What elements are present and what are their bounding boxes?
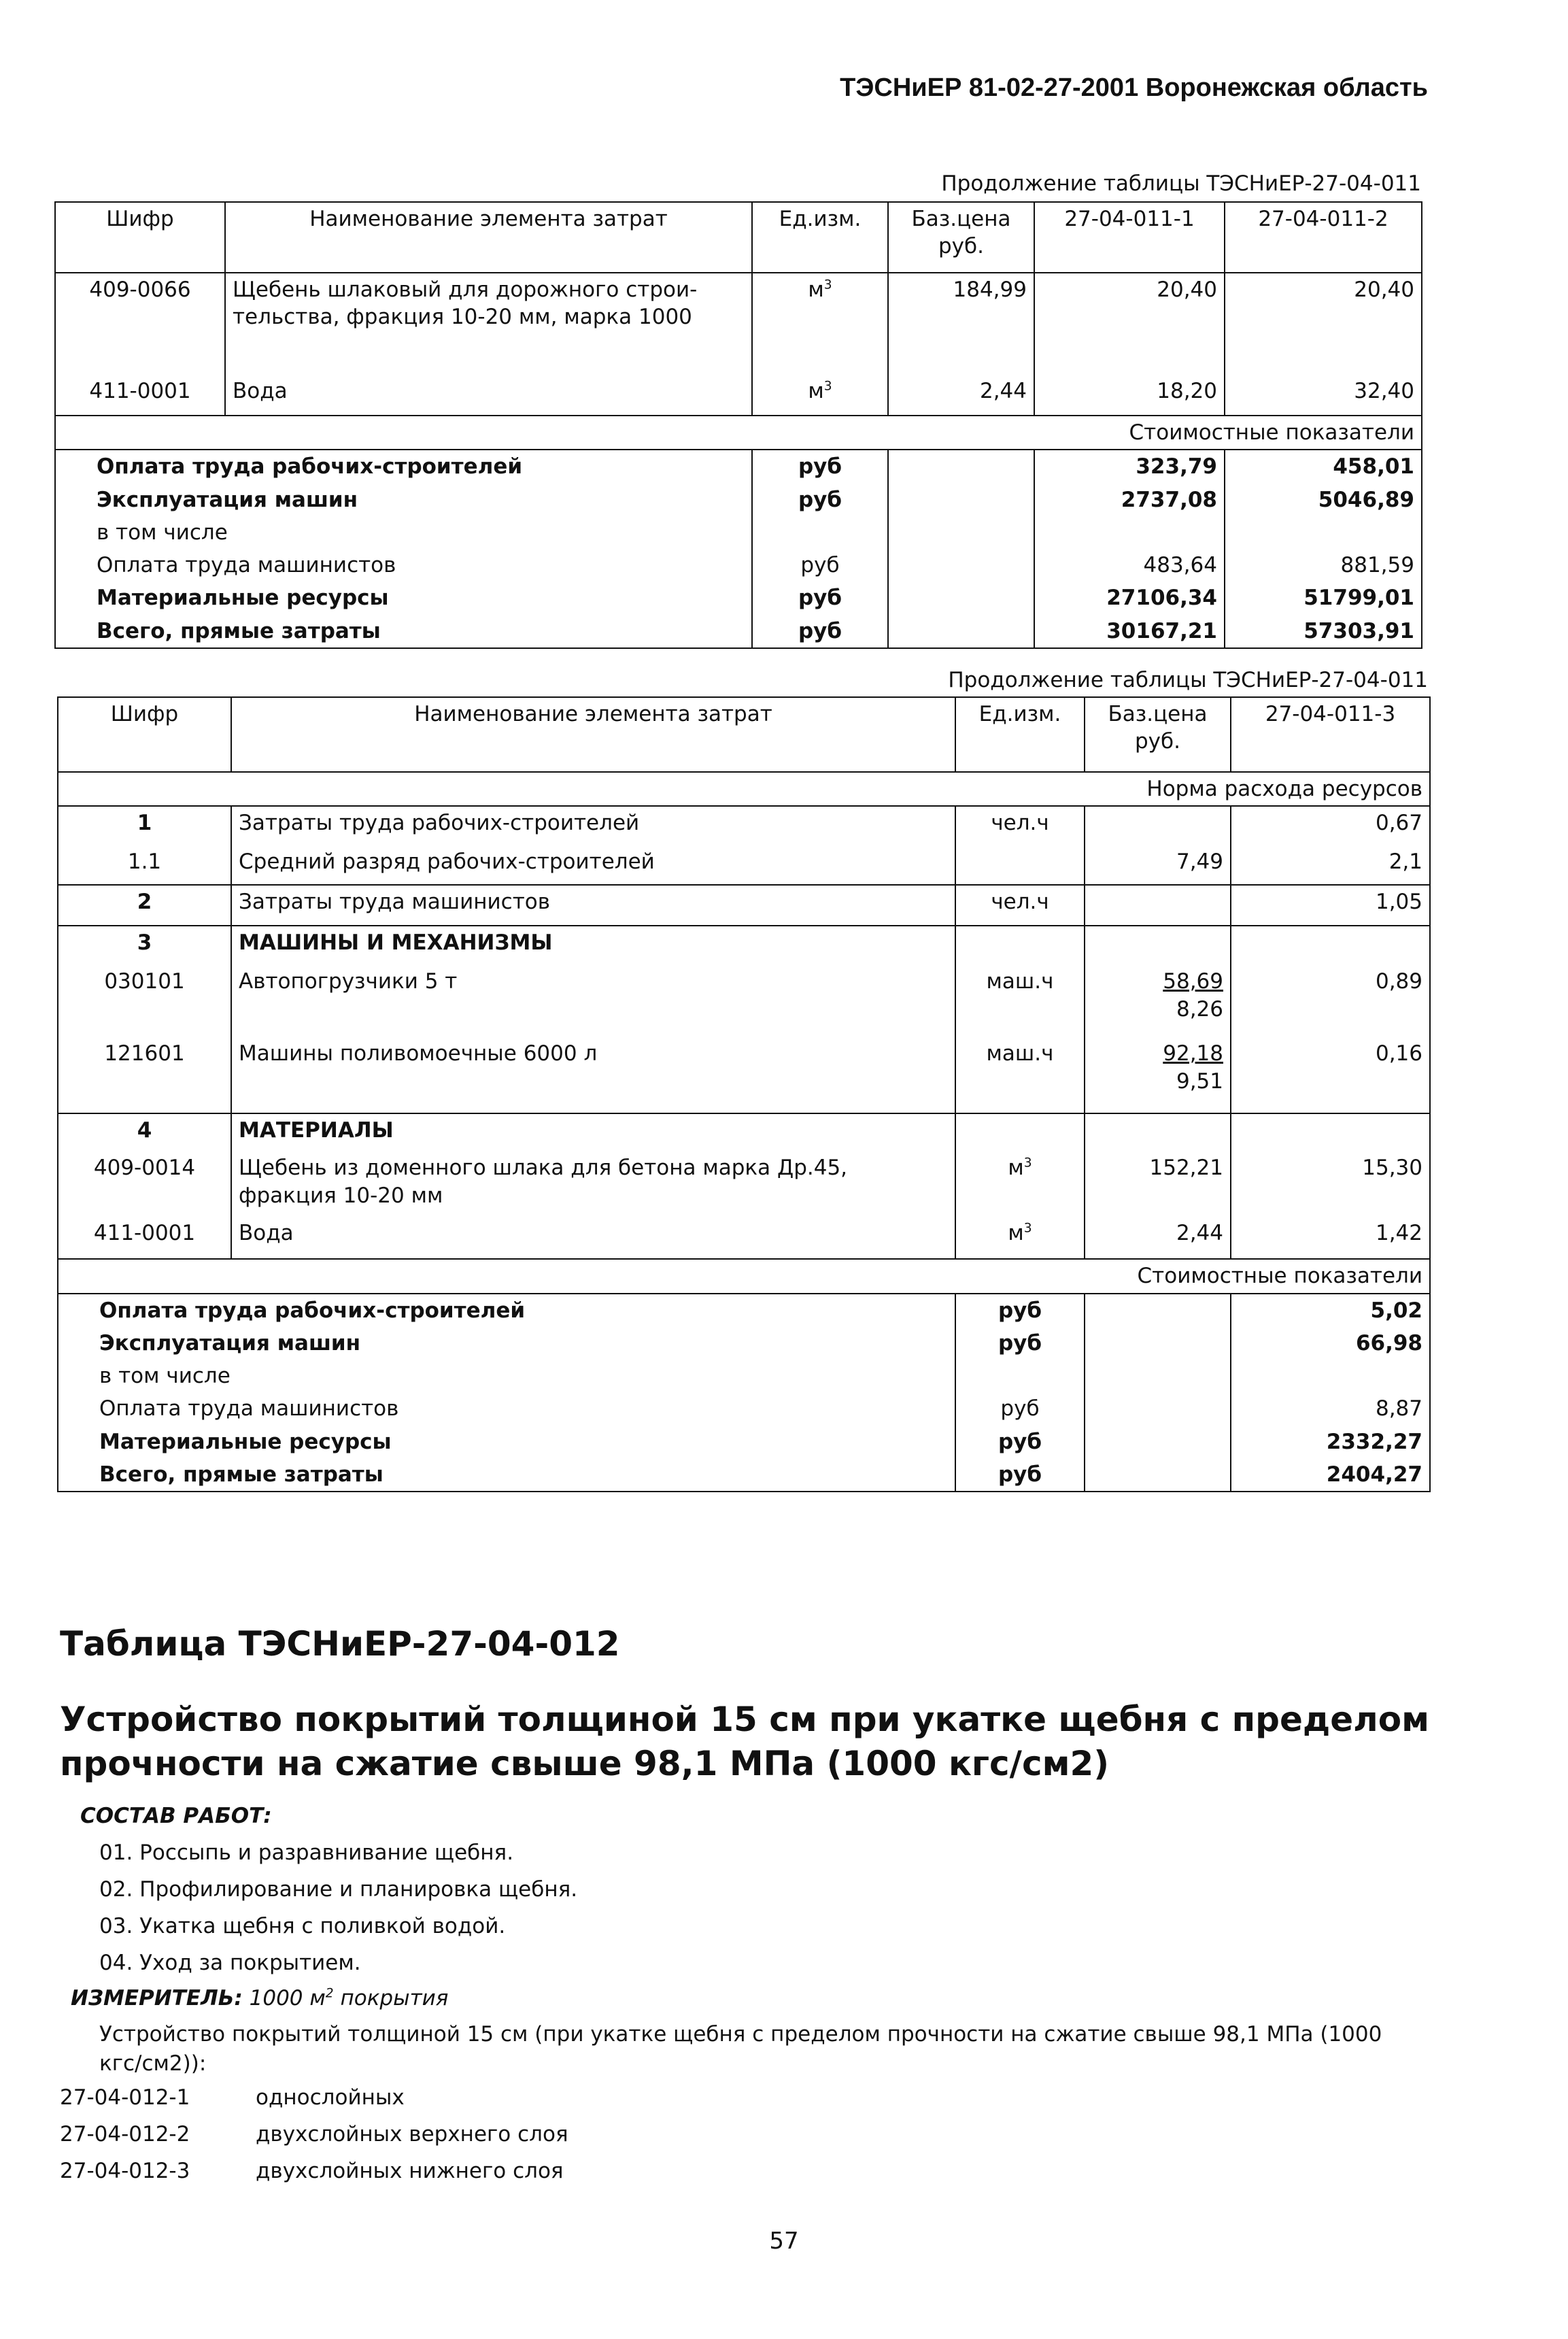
description: Устройство покрытий толщиной 15 см (при укатке щебня с пределом прочности на сжатие свыше 98,1 МПа (1000 кгс/см2)): (99, 2022, 1382, 2076)
table2-norm-header: Норма расхода ресурсов (58, 772, 1430, 806)
item-text: двухслойных нижнего слоя (256, 2159, 564, 2183)
page-header-title: ТЭСНиЕР 81-02-27-2001 Воронежская область (840, 73, 1428, 102)
item-code: 27-04-012-3 (60, 2159, 190, 2183)
table2 (57, 696, 1431, 1492)
table2-cost-header: Стоимостные показатели (58, 1259, 1430, 1293)
table-row: в том числе (55, 516, 1422, 549)
table1-col-base: Баз.цена руб. (888, 202, 1034, 273)
section-title: Устройство покрытий толщиной 15 см при укатке щебня с пределом прочности на сжатие свыше 98,1 МПа (1000 кгс/см2) (60, 1700, 1430, 1783)
table2-col-name: Наименование элемента затрат (231, 697, 955, 772)
table2-col-code: Шифр (58, 697, 231, 772)
table1-col-code: Шифр (55, 202, 225, 273)
work-item: 04. Уход за покрытием. (99, 1951, 361, 1975)
table-row: Оплата труда рабочих-строителей руб 323,79 458,01 (55, 450, 1422, 483)
table1-col-name: Наименование элемента затрат (225, 202, 752, 273)
meter-line (71, 1986, 448, 2010)
table-row: 2 Затраты труда машинистов чел.ч 1,05 (58, 885, 1430, 926)
table-row: 411-0001 Вода $м^3$ 2,44 1,42 (58, 1217, 1430, 1259)
table-row: 3 МАШИНЫ И МЕХАНИЗМЫ (58, 926, 1430, 965)
work-item: 03. Укатка щебня с поливкой водой. (99, 1914, 506, 1938)
work-item: 01. Россыпь и разравнивание щебня. (99, 1840, 514, 1865)
item-text: двухслойных верхнего слоя (256, 2122, 568, 2147)
table-row: 121601 Машины поливомоечные 6000 л маш.ч 92,18 9,51 0,16 (58, 1037, 1430, 1113)
work-item: 02. Профилирование и планировка щебня. (99, 1877, 578, 1902)
table1-caption: Продолжение таблицы ТЭСНиЕР-27-04-011 (941, 171, 1421, 196)
work-composition-label: СОСТАВ РАБОТ: (80, 1804, 272, 1828)
table-row: Эксплуатация машин руб 66,98 (58, 1327, 1430, 1360)
table2-col-base: Баз.цена руб. (1085, 697, 1231, 772)
page-number: 57 (769, 2227, 799, 2255)
table2-caption: Продолжение таблицы ТЭСНиЕР-27-04-011 (948, 668, 1428, 692)
table1-col-v1: 27-04-011-1 (1034, 202, 1225, 273)
section-table-title: Таблица ТЭСНиЕР-27-04-012 (60, 1624, 620, 1664)
table-row: Оплата труда рабочих-строителей руб 5,02 (58, 1294, 1430, 1327)
table-row: Материальные ресурсы руб 27106,34 51799,01 (55, 582, 1422, 614)
table1-col-v2: 27-04-011-2 (1225, 202, 1422, 273)
table-row: Оплата труда машинистов руб 483,64 881,59 (55, 549, 1422, 582)
table1-cost-header: Стоимостные показатели (55, 416, 1422, 450)
table-row: Эксплуатация машин руб 2737,08 5046,89 (55, 484, 1422, 516)
table-row: 030101 Автопогрузчики 5 т маш.ч 58,69 8,26 0,89 (58, 965, 1430, 1037)
table1 (54, 201, 1422, 649)
table-row: 409-0066 Щебень шлаковый для дорожного строи-тельства, фракция 10-20 мм, марка 1000 $м^3$ 184,99 20,40 20,40 (55, 273, 1422, 375)
table2-col-unit: Ед.изм. (955, 697, 1085, 772)
table1-col-unit: Ед.изм. (752, 202, 888, 273)
item-code: 27-04-012-1 (60, 2085, 190, 2110)
table-row: в том числе (58, 1360, 1430, 1392)
table-row: 1 Затраты труда рабочих-строителей чел.ч 0,67 (58, 806, 1430, 845)
table-row: Оплата труда машинистов руб 8,87 (58, 1392, 1430, 1425)
meter-value: 1000 $м^2$ покрытия (249, 1986, 449, 2010)
table-row: Всего, прямые затраты руб 30167,21 57303,91 (55, 615, 1422, 648)
table2-col-v: 27-04-011-3 (1231, 697, 1430, 772)
item-code: 27-04-012-2 (60, 2122, 190, 2147)
table-row: 1.1 Средний разряд рабочих-строителей 7,49 2,1 (58, 845, 1430, 885)
table-row: Материальные ресурсы руб 2332,27 (58, 1426, 1430, 1458)
table-row: 411-0001 Вода $м^3$ 2,44 18,20 32,40 (55, 375, 1422, 416)
meter-label: ИЗМЕРИТЕЛЬ: (71, 1986, 243, 2010)
table-row: 4 МАТЕРИАЛЫ (58, 1113, 1430, 1151)
item-text: однослойных (256, 2085, 405, 2110)
table-row: Всего, прямые затраты руб 2404,27 (58, 1458, 1430, 1492)
table-row: 409-0014 Щебень из доменного шлака для бетона марка Др.45, фракция 10-20 мм $м^3$ 152,21 15,30 (58, 1151, 1430, 1217)
